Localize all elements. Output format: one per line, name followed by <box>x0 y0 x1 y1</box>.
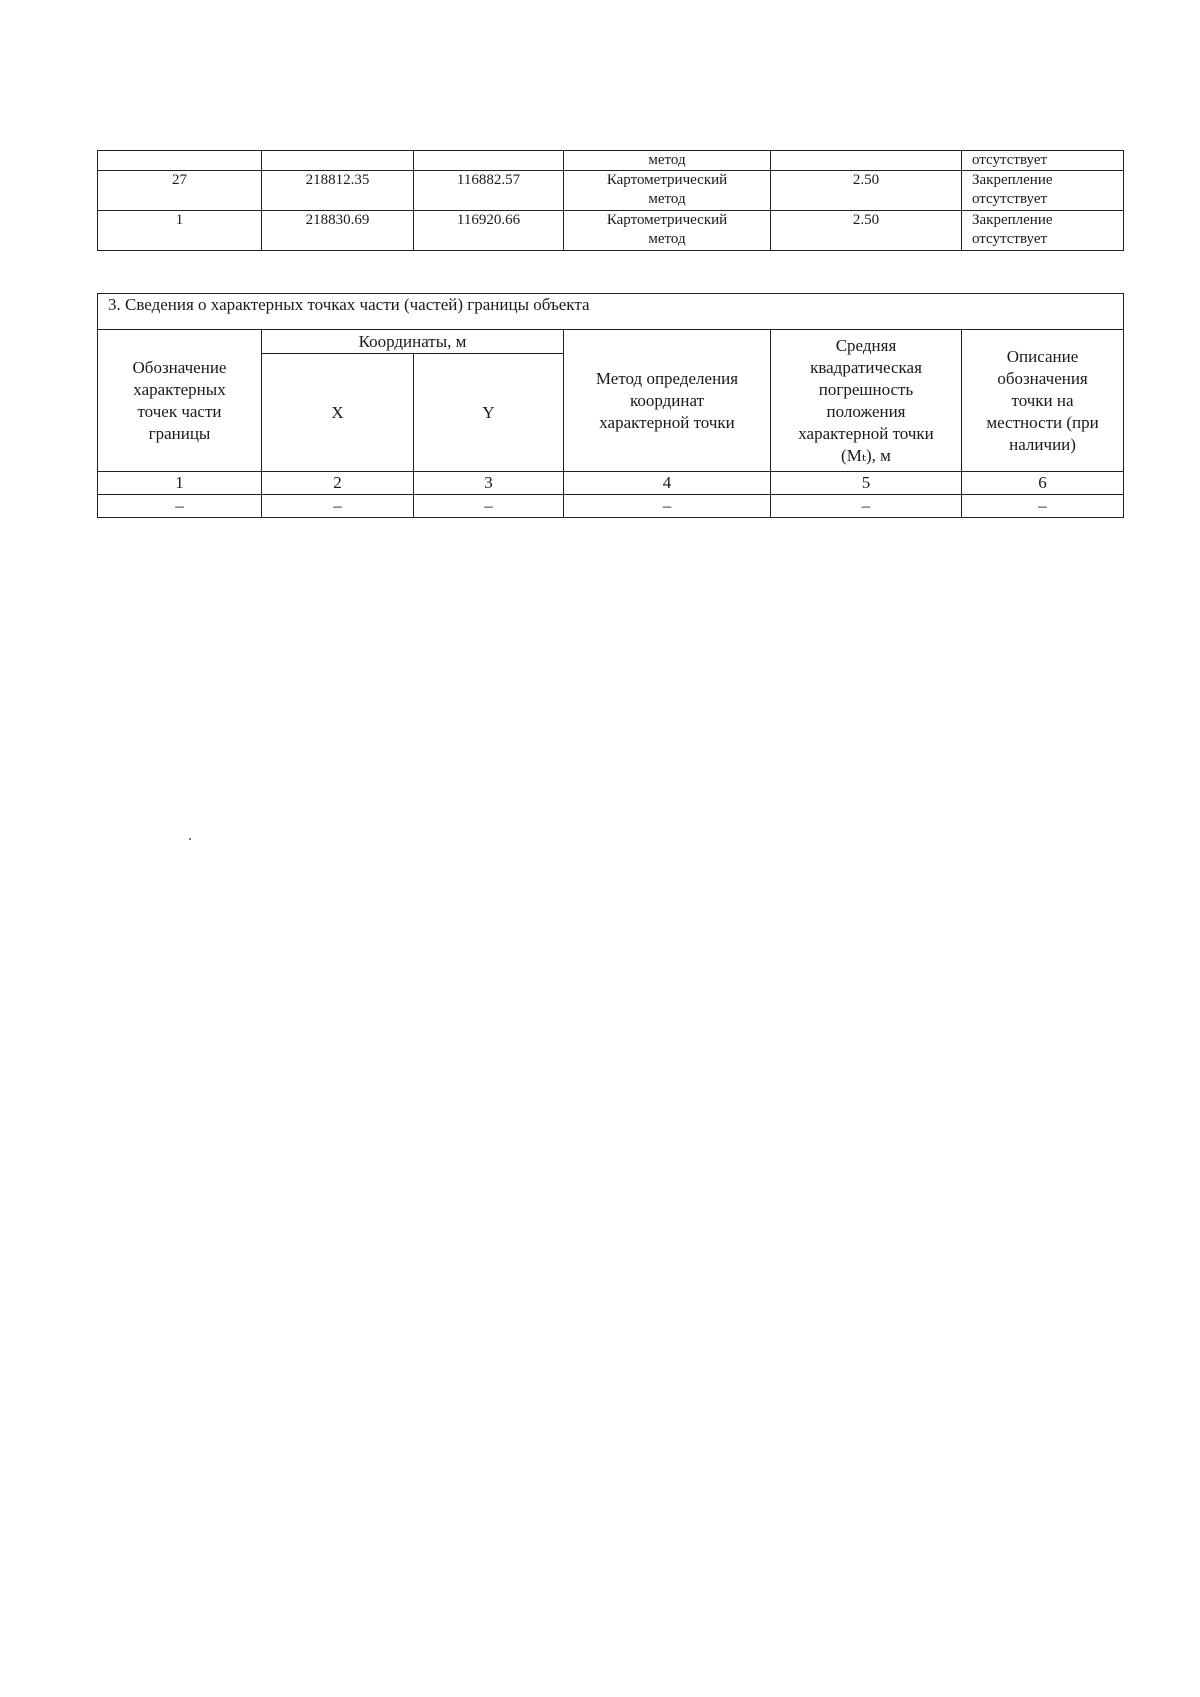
y-cell <box>414 151 564 171</box>
error-cell <box>771 151 962 171</box>
header-y: Y <box>414 354 564 472</box>
header-method: Метод определения координат характерной точки <box>564 330 771 472</box>
empty-cell: – <box>414 495 564 518</box>
x-cell <box>262 151 414 171</box>
method-cell: Картометрический метод <box>564 211 771 251</box>
point-cell: 1 <box>98 211 262 251</box>
section-title: 3. Сведения о характерных точках части (частей) границы объекта <box>98 294 1124 330</box>
point-cell: 27 <box>98 171 262 211</box>
x-cell: 218812.35 <box>262 171 414 211</box>
column-number: 1 <box>98 472 262 495</box>
method-cell: метод <box>564 151 771 171</box>
column-number: 4 <box>564 472 771 495</box>
column-number: 3 <box>414 472 564 495</box>
table-row <box>98 211 1124 251</box>
section-title-row <box>98 294 1124 330</box>
header-x: X <box>262 354 414 472</box>
method-cell: Картометрический метод <box>564 171 771 211</box>
description-cell: Закрепление отсутствует <box>962 171 1124 211</box>
column-number: 5 <box>771 472 962 495</box>
column-number: 2 <box>262 472 414 495</box>
description-cell: отсутствует <box>962 151 1124 171</box>
table-row <box>98 171 1124 211</box>
empty-cell: – <box>962 495 1124 518</box>
y-cell: 116920.66 <box>414 211 564 251</box>
header-description: Описание обозначения точки на местности (при наличии) <box>962 330 1124 472</box>
description-cell: Закрепление отсутствует <box>962 211 1124 251</box>
empty-cell: – <box>98 495 262 518</box>
boundary-part-points-table <box>97 293 1124 518</box>
empty-cell: – <box>262 495 414 518</box>
header-coordinates: Координаты, м <box>262 330 564 354</box>
coordinates-table-continued <box>97 150 1124 251</box>
error-cell: 2.50 <box>771 171 962 211</box>
table-row <box>98 151 1124 171</box>
header-row <box>98 330 1124 354</box>
header-point: Обозначение характерных точек части границы <box>98 330 262 472</box>
table-row <box>98 495 1124 518</box>
column-numbers-row <box>98 472 1124 495</box>
y-cell: 116882.57 <box>414 171 564 211</box>
empty-cell: – <box>771 495 962 518</box>
x-cell: 218830.69 <box>262 211 414 251</box>
point-cell <box>98 151 262 171</box>
empty-cell: – <box>564 495 771 518</box>
error-cell: 2.50 <box>771 211 962 251</box>
header-error: Средняя квадратическая погрешность положения характерной точки (Mₜ), м <box>771 330 962 472</box>
column-number: 6 <box>962 472 1124 495</box>
stray-mark <box>189 838 191 840</box>
